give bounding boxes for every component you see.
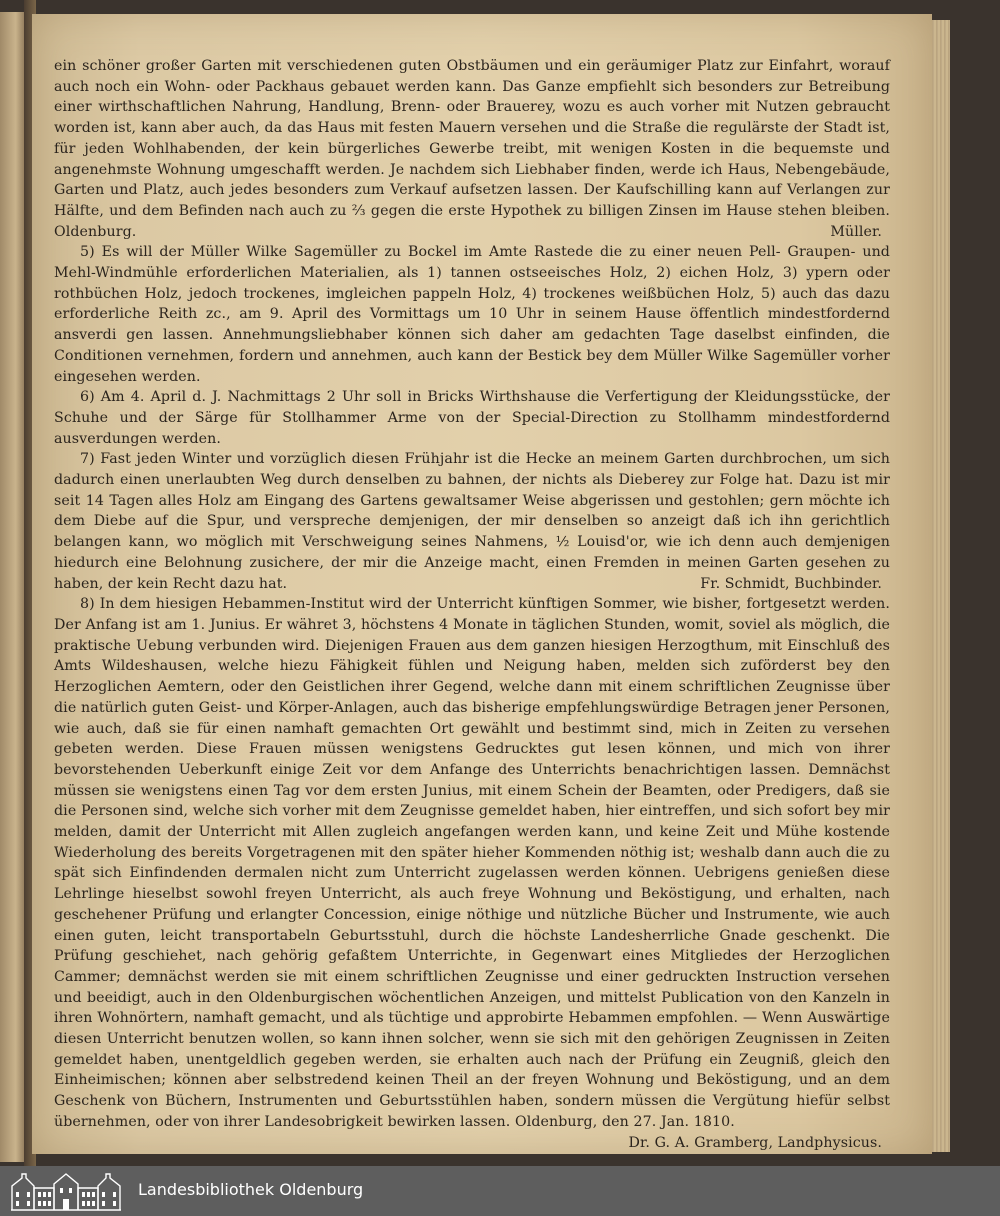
paragraph-1: ein schöner großer Garten mit verschiedenen guten Obstbäumen und ein geräumiger Platz zur Einfahrt, worauf auch noch ein Wohn- oder Packhaus gebauet werden kann. Das Ganze empfiehlt sich besonders zur Betreibung einer wirthschaftlichen Nahrung, Handlung, Brenn- oder Brauerey, wozu es auch vorher mit Nutzen gebraucht worden ist, kann aber auch, da das Haus mit festen Mauern versehen und die Straße die regulärste der Stadt ist, für jeden Wohlhabenden, der kein bürgerliches Gewerbe treibt, mit wenigen Kosten in die bequemste und angenehmste Wohnung umgeschafft werden. Je nachdem sich Liebhaber finden, werde ich Haus, Nebengebäude, Garten und Platz, auch jedes besonders zum Verkauf aufsetzen lassen. Der Kaufschilling kann auf Verlangen zur Hälfte, und dem Befinden nach auch zu ⅔ gegen die erste Hypothek zu billigen Zinsen im Hause stehen bleiben. Oldenburg. Müller. [54,56,890,242]
document-text [54,56,890,1153]
signature-gramberg: Dr. G. A. Gramberg, Landphysicus. [628,1134,882,1151]
signature-schmidt: Fr. Schmidt, Buchbinder. [700,575,882,592]
document-page [32,14,932,1154]
paragraph-6: 6) Am 4. April d. J. Nachmittags 2 Uhr soll in Bricks Wirthshause die Verfertigung der Kleidungsstücke, der Schuhe und der Särge für Stollhammer Arme von der Special-Direction zu Stollhamm mindestfordernd ausverdungen werden. [54,389,890,447]
paragraph-7: 7) Fast jeden Winter und vorzüglich diesen Frühjahr ist die Hecke an meinem Garten durchbrochen, um sich dadurch einen unerlaubten Weg durch denselben zu bahnen, der nichts als Dieberey zur Folge hat. Dazu ist mir seit 14 Tagen alles Holz am Eingang des Gartens gewaltsamer Weise abgerissen und gestohlen; gern möchte ich dem Diebe auf die Spur, und verspreche demjenigen, der mir denselben so anzeigt daß ich ihn gerichtlich belangen kann, wo möglich mit Verschweigung seines Nahmens, ½ Louisd'or, wie ich denn auch demjenigen hiedurch eine Belohnung zusichere, der mir die Anzeige macht, einen Fremden in meinen Garten gesehen zu haben, der kein Recht dazu hat. Fr. Schmidt, Buchbinder. [54,449,890,594]
viewer-footer [0,1166,1000,1216]
signature-mueller: Müller. [830,223,882,240]
page-stack-edge [930,20,950,1152]
library-logo-icon [10,1170,122,1212]
paragraph-8: 8) In dem hiesigen Hebammen-Institut wird der Unterricht künftigen Sommer, wie bisher, fortgesetzt werden. Der Anfang ist am 1. Junius. Er währet 3, höchstens 4 Monate in täglichen Stunden, womit, soviel als möglich, die praktische Uebung verbunden wird. Diejenigen Frauen aus dem ganzen hiesigen Herzogthum, mit Einschluß des Amts Wildeshausen, welche hiezu Fähigkeit fühlen und Neigung haben, melden sich zuförderst bey den Herzoglichen Aemtern, oder den Geistlichen ihrer Gegend, welche dann mit einem schriftlichen Zeugnisse über die natürlich guten Geist- und Körper-Anlagen, auch das bisherige empfehlungswürdige Betragen jener Personen, wie auch, daß sie für einen namhaft gemachten Ort gewählt und bestimmt sind, mich in Zeiten zu versehen gebeten werden. Diese Frauen müssen wenigstens Gedrucktes gut lesen können, und mich von ihrer bevorstehenden Ueberkunft einige Zeit vor dem Anfange des Unterrichts benachrichtigen lassen. Demnächst müssen sie wenigstens einen Tag vor dem ersten Junius, mit einem Schein der Beamten, oder Predigers, daß sie die Personen sind, welche sich vorher mit dem Zeugnisse gemeldet haben, hier eintreffen, und sich sofort bey mir melden, damit der Unterricht mit Allen zugleich angefangen werden kann, und keine Zeit und Mühe kostende Wiederholung des bereits Vorgetragenen mit den später hieher Kommenden nöthig ist; weshalb dann auch die zu spät sich Einfindenden dermalen nicht zum Unterricht zugelassen werden können. Uebrigens genießen diese Lehrlinge hieselbst sowohl freyen Unterricht, als auch freye Wohnung und Beköstigung, und erhalten, nach geschehener Prüfung und erlangter Concession, einige nöthige und nützliche Bücher und Instrumente, wie auch einen guten, leicht transportabeln Geburtsstuhl, durch die höchste Landesherrliche Gnade geschenkt. Die Prüfung geschiehet, nach gehörig gefaßtem Unterrichte, in Gegenwart eines Mitgliedes der Herzoglichen Cammer; demnächst werden sie mit einem schriftlichen Zeugnisse und einer gedruckten Instruction versehen und beeidigt, auch in den Oldenburgischen wöchentlichen Anzeigen, und mittelst Publication von den Kanzeln in ihren Wohnörtern, namhaft gemacht, und als tüchtige und approbirte Hebammen empfohlen. — Wenn Auswärtige diesen Unterricht benutzen wollen, so kann ihnen solcher, wenn sie sich mit den gehörigen Zeugnissen in Zeiten gemeldet haben, unentgeldlich gegeben werden, sie erhalten auch nach der Prüfung ein Zeugniß, gleich den Einheimischen; können aber selbstredend keinen Theil an der freyen Wohnung und Beköstigung, und an dem Geschenk von Büchern, Instrumenten und Geburtsstühlen haben, sondern müssen die Vergütung hiefür selbst übernehmen, oder von ihrer Landesobrigkeit bewirken lassen. Oldenburg, den 27. Jan. 1810. Dr. G. A. Gramberg, Landphysicus. [54,594,890,1132]
facing-page-edge [0,12,26,1162]
paragraph-5: 5) Es will der Müller Wilke Sagemüller zu Bockel im Amte Rastede die zu einer neuen Pell- Graupen- und Mehl-Windmühle erforderlichen Materialien, als 1) tannen ostseeisches Holz, 2) eichen Holz, 3) ypern oder rothbüchen Holz, jedoch trockenes, imgleichen pappeln Holz, 4) trockenes weißbüchen Holz, 5) auch das dazu erforderliche Reith zc., am 9. April des Vormittags um 10 Uhr in seinem Hause öffentlich mindestfordernd ansverdi gen lassen. Annehmungsliebhaber können sich daher am gedachten Tage daselbst einfinden, die Conditionen vernehmen, fordern und annehmen, auch kann der Bestick bey dem Müller Wilke Sagemüller vorher eingesehen werden. [54,244,890,385]
library-name: Landesbibliothek Oldenburg [138,1180,364,1199]
